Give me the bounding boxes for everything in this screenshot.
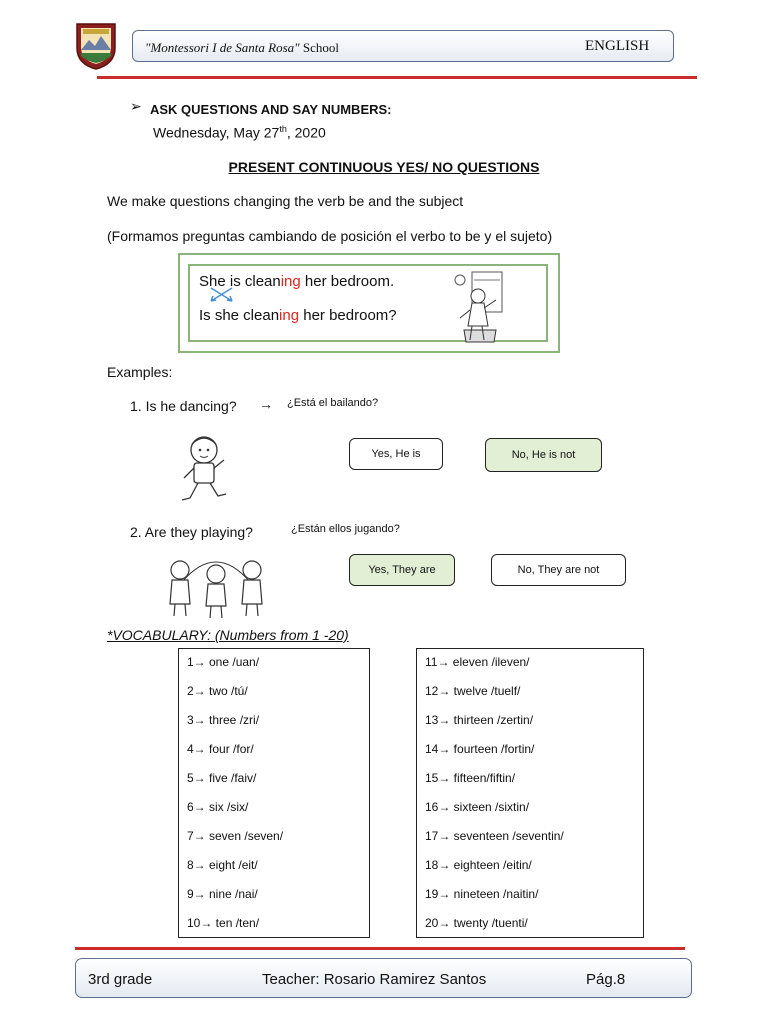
footer-teacher: Teacher: Rosario Ramirez Santos	[262, 971, 487, 988]
vocab-row: 14→ fourteen /fortin/	[425, 742, 535, 756]
vocab-row: 4→ four /for/	[187, 742, 254, 756]
vocab-row: 17→ seventeen /seventin/	[425, 829, 564, 843]
answer-yes-they-are: Yes, They are	[349, 554, 455, 586]
example-statement: She is cleaning her bedroom.	[199, 273, 395, 290]
vocab-row: 9→ nine /nai/	[187, 887, 258, 901]
question-2: 2. Are they playing?	[130, 524, 253, 540]
header-divider	[97, 76, 697, 79]
footer-divider	[75, 947, 685, 950]
lesson-title: PRESENT CONTINUOUS YES/ NO QUESTIONS	[228, 159, 540, 175]
vocab-row: 10→ ten /ten/	[187, 916, 260, 930]
answer-yes-he-is: Yes, He is	[349, 438, 443, 470]
vocab-row: 5→ five /faiv/	[187, 771, 257, 785]
arrow-bullet-icon: ➢	[130, 98, 142, 114]
vocab-row: 7→ seven /seven/	[187, 829, 284, 843]
swap-arrows-icon	[208, 286, 236, 309]
question-1-translation: ¿Está el bailando?	[287, 397, 379, 409]
right-arrow-icon: →	[259, 396, 273, 412]
footer-grade: 3rd grade	[88, 971, 153, 988]
vocab-row: 3→ three /zri/	[187, 713, 260, 727]
vocab-row: 19→ nineteen /naitin/	[425, 887, 539, 901]
vocab-row: 6→ six /six/	[187, 800, 249, 814]
vocab-row: 20→ twenty /tuenti/	[425, 916, 528, 930]
girl-cleaning-illustration	[452, 270, 506, 351]
school-name: "Montessori I de Santa Rosa" School	[145, 40, 340, 55]
vocabulary-table-right	[416, 648, 644, 938]
example-question: Is she cleaning her bedroom?	[199, 307, 397, 324]
vocabulary-title: *VOCABULARY: (Numbers from 1 -20)	[107, 627, 349, 643]
subject-label: ENGLISH	[585, 38, 650, 54]
school-logo	[73, 20, 119, 70]
kids-playing-illustration	[160, 552, 272, 627]
vocab-row: 16→ sixteen /sixtin/	[425, 800, 530, 814]
vocab-row: 15→ fifteen/fiftin/	[425, 771, 516, 785]
question-1: 1. Is he dancing?	[130, 398, 237, 414]
vocab-row: 2→ two /tú/	[187, 684, 248, 698]
vocab-row: 1→ one /uan/	[187, 655, 260, 669]
examples-label: Examples:	[107, 364, 173, 380]
answer-no-they-are-not: No, They are not	[491, 554, 626, 586]
answer-no-he-is-not: No, He is not	[485, 438, 602, 472]
section-title: ASK QUESTIONS AND SAY NUMBERS:	[150, 102, 392, 117]
lesson-date: Wednesday, May 27th, 2020	[153, 124, 326, 141]
vocabulary-table-left	[178, 648, 370, 938]
vocab-row: 8→ eight /eit/	[187, 858, 258, 872]
question-2-translation: ¿Están ellos jugando?	[291, 523, 400, 535]
explanation-en: We make questions changing the verb be and the subject	[107, 193, 464, 209]
vocab-row: 13→ thirteen /zertin/	[425, 713, 534, 727]
vocab-row: 12→ twelve /tuelf/	[425, 684, 521, 698]
vocab-row: 18→ eighteen /eitin/	[425, 858, 532, 872]
explanation-es: (Formamos preguntas cambiando de posición el verbo to be y el sujeto)	[107, 228, 553, 244]
boy-dancing-illustration	[178, 432, 232, 513]
footer-page-number: Pág.8	[586, 971, 626, 988]
vocab-row: 11→ eleven /ileven/	[425, 655, 530, 669]
